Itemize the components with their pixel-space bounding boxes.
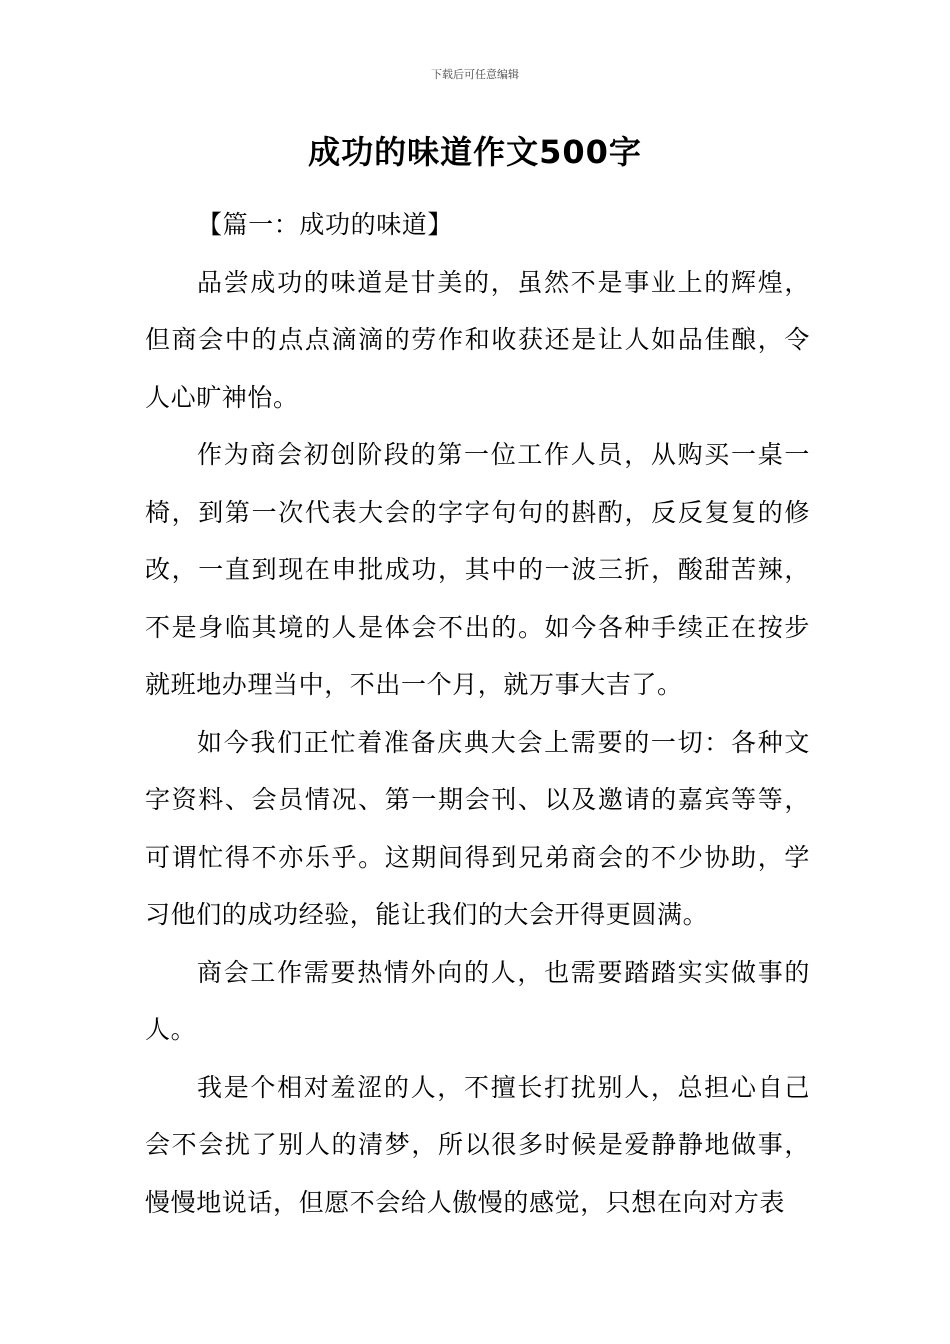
- section-heading: 【篇一：成功的味道】: [197, 210, 454, 239]
- paragraph-2: 作为商会初创阶段的第一位工作人员，从购买一桌一椅，到第一次代表大会的字字句句的斟酌，反反复复的修改，一直到现在申批成功，其中的一波三折，酸甜苦辣，不是身临其境的人是体会不出的。如今各种手续正在按步就班地办理当中，不出一个月，就万事大吉了。: [145, 440, 810, 699]
- paragraph-4: 商会工作需要热情外向的人，也需要踏踏实实做事的人。: [145, 957, 810, 1044]
- document-body: [145, 196, 810, 1231]
- document-title: 成功的味道作文500字: [308, 133, 642, 171]
- paragraph-3: 如今我们正忙着准备庆典大会上需要的一切：各种文字资料、会员情况、第一期会刊、以及邀请的嘉宾等等，可谓忙得不亦乐乎。这期间得到兄弟商会的不少协助，学习他们的成功经验，能让我们的大会开得更圆满。: [145, 727, 810, 929]
- paragraph-1: 品尝成功的味道是甘美的，虽然不是事业上的辉煌，但商会中的点点滴滴的劳作和收获还是让人如品佳酿，令人心旷神怡。: [145, 267, 810, 412]
- header-note: 下载后可任意编辑: [431, 68, 519, 81]
- paragraph-5: 我是个相对羞涩的人，不擅长打扰别人，总担心自己会不会扰了别人的清梦，所以很多时候是爱静静地做事，慢慢地说话，但愿不会给人傲慢的感觉，只想在向对方表: [145, 1072, 810, 1217]
